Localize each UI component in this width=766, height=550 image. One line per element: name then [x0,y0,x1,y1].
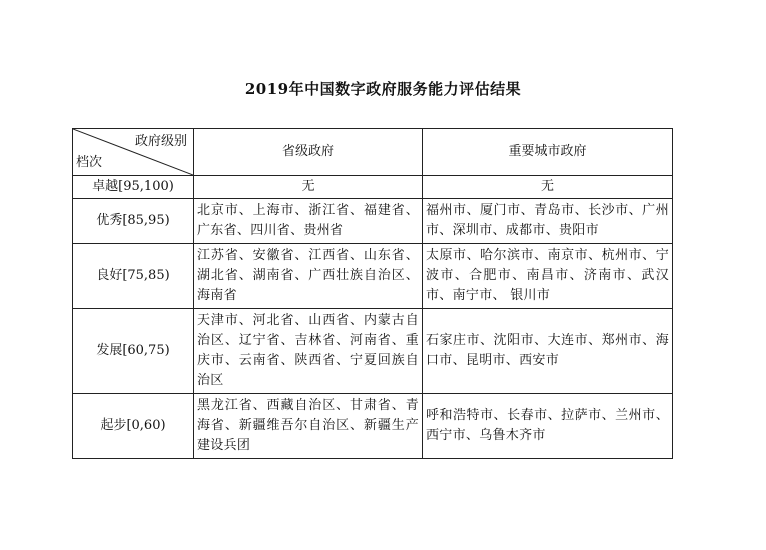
province-cell: 天津市、河北省、山西省、内蒙古自治区、辽宁省、吉林省、河南省、重庆市、云南省、陕西省、宁夏回族自治区 [194,309,423,394]
city-cell: 石家庄市、沈阳市、大连市、郑州市、海口市、昆明市、西安市 [423,309,673,394]
grade-cell: 起步[0,60) [73,394,194,459]
city-cell: 无 [423,176,673,199]
evaluation-results-table [72,128,673,459]
table-row [73,199,673,244]
table-row [73,176,673,199]
city-cell: 呼和浩特市、长春市、拉萨市、兰州市、西宁市、乌鲁木齐市 [423,394,673,459]
table-row [73,394,673,459]
province-cell: 无 [194,176,423,199]
table-header-row [73,129,673,176]
city-cell: 太原市、哈尔滨市、南京市、杭州市、宁波市、合肥市、南昌市、济南市、武汉市、南宁市、 银川市 [423,244,673,309]
city-cell: 福州市、厦门市、青岛市、长沙市、广州市、深圳市、成都市、贵阳市 [423,199,673,244]
document-title: 2019年中国数字政府服务能力评估结果 [244,80,522,98]
government-level-label: 政府级别 [134,134,187,149]
province-cell: 黑龙江省、西藏自治区、甘肃省、青海省、新疆维吾尔自治区、新疆生产建设兵团 [194,394,423,459]
grade-cell: 卓越[95,100) [73,176,194,199]
column-header-city: 重要城市政府 [423,129,673,176]
table-row [73,244,673,309]
grade-cell: 发展[60,75) [73,309,194,394]
table-row [73,309,673,394]
column-header-province: 省级政府 [194,129,423,176]
diagonal-header-cell [73,129,194,176]
grade-cell: 良好[75,85) [73,244,194,309]
province-cell: 江苏省、安徽省、江西省、山东省、湖北省、湖南省、广西壮族自治区、海南省 [194,244,423,309]
grade-cell: 优秀[85,95) [73,199,194,244]
province-cell: 北京市、上海市、浙江省、福建省、广东省、四川省、贵州省 [194,199,423,244]
grade-label: 档次 [76,155,103,170]
